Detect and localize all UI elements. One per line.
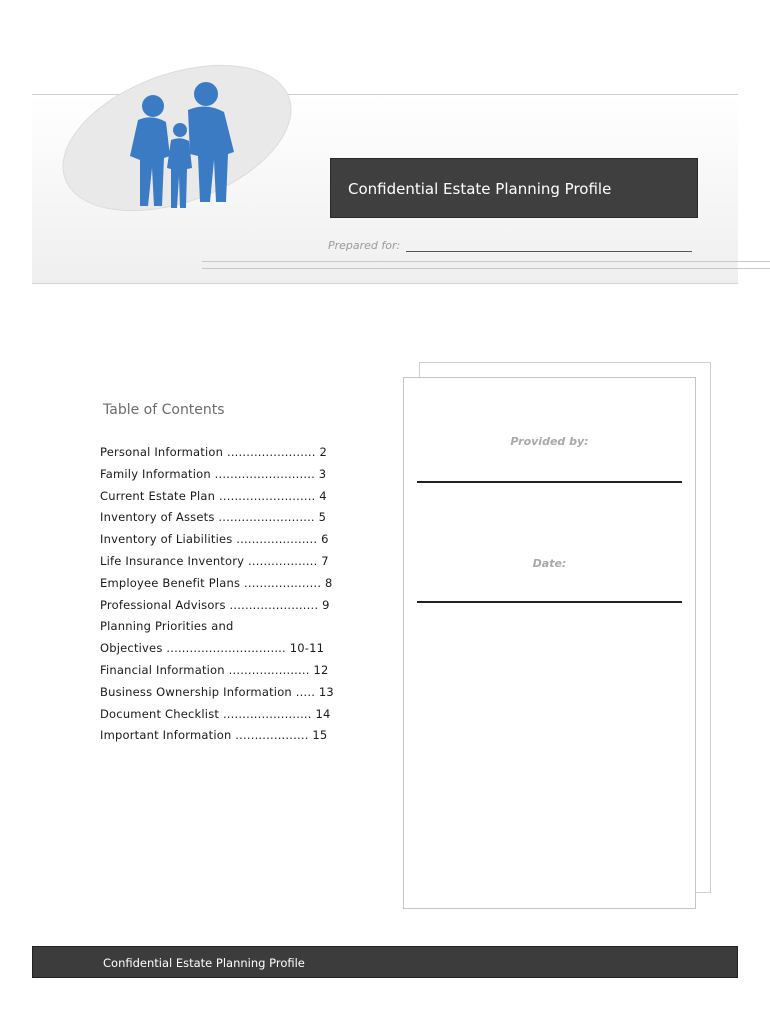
- toc-item: Business Ownership Information ..... 13: [100, 684, 334, 699]
- toc-item: Professional Advisors ....................... 9: [100, 597, 330, 612]
- prepared-for-line[interactable]: [406, 240, 692, 252]
- date-line[interactable]: [417, 601, 682, 603]
- document-title-box: [330, 158, 698, 218]
- toc-item: Personal Information ....................... 2: [100, 445, 328, 459]
- provided-by-label: Provided by:: [510, 435, 589, 448]
- provided-by-line[interactable]: [417, 481, 682, 483]
- toc-item: Family Information .......................... 3: [100, 466, 327, 481]
- header-rule-top: [202, 261, 770, 262]
- toc-item: Life Insurance Inventory .................. 7: [100, 553, 329, 568]
- toc-title: Table of Contents: [103, 402, 225, 418]
- header-rule-bottom: [202, 268, 770, 269]
- toc-item: Employee Benefit Plans .................... 8: [100, 575, 333, 590]
- footer-band: [32, 946, 738, 978]
- footer-text: Confidential Estate Planning Profile: [103, 956, 305, 970]
- toc-item: Inventory of Liabilities ..................... 6: [100, 532, 329, 547]
- prepared-for-row: [328, 236, 692, 252]
- date-label: Date:: [532, 557, 567, 570]
- toc-item: Objectives ............................... 10-11: [100, 641, 325, 656]
- toc-item: Inventory of Assets ......................... 5: [100, 510, 327, 525]
- prepared-for-label: Prepared for:: [328, 239, 401, 252]
- toc-item: Document Checklist ....................... 14: [100, 706, 331, 721]
- family-silhouette-icon: [60, 56, 300, 226]
- provider-card: [403, 377, 696, 909]
- toc-item: Important Information ................... 15: [100, 728, 328, 743]
- toc-item: Planning Priorities and: [100, 619, 234, 634]
- document-title: Confidential Estate Planning Profile: [348, 180, 612, 198]
- toc-item: Financial Information ..................... 12: [100, 662, 329, 677]
- toc-list: [100, 442, 340, 747]
- toc-item: Current Estate Plan ......................... 4: [100, 488, 327, 503]
